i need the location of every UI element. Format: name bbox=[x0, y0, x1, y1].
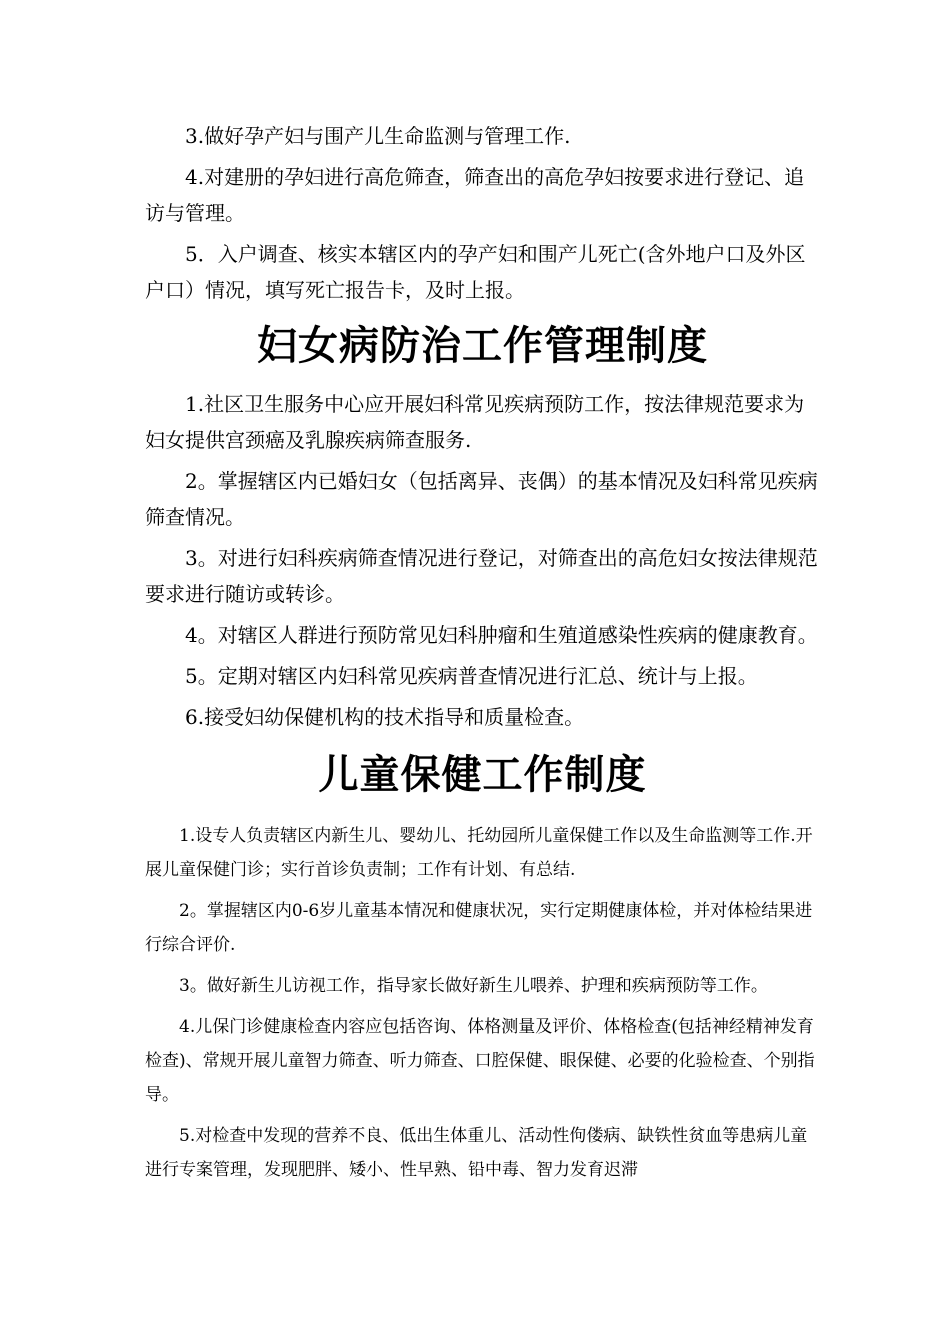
paragraph: 3.做好孕产妇与围产儿生命监测与管理工作. bbox=[185, 124, 571, 148]
paragraph: 4.对建册的孕妇进行高危筛查，筛查出的高危孕妇按要求进行登记、追访与管理。 bbox=[145, 165, 805, 225]
paragraph: 5.对检查中发现的营养不良、低出生体重儿、活动性佝偻病、缺铁性贫血等患病儿童进行专案管理，发现肥胖、矮小、性早熟、铅中毒、智力发育迟滞 bbox=[145, 1126, 808, 1180]
maternal-care-section bbox=[145, 118, 820, 308]
paragraph: 6.接受妇幼保健机构的技术指导和质量检查。 bbox=[185, 705, 585, 729]
section-heading-child-care: 儿童保健工作制度 bbox=[318, 751, 647, 798]
gynecology-section bbox=[145, 386, 820, 735]
paragraph: 5．入户调查、核实本辖区内的孕产妇和围产儿死亡(含外地户口及外区户口）情况，填写死亡报告卡，及时上报。 bbox=[145, 242, 806, 302]
paragraph: 2。掌握辖区内已婚妇女（包括离异、丧偶）的基本情况及妇科常见疾病筛查情况。 bbox=[145, 469, 818, 529]
paragraph: 4。对辖区人群进行预防常见妇科肿瘤和生殖道感染性疾病的健康教育。 bbox=[185, 623, 818, 647]
child-care-section bbox=[145, 819, 820, 1187]
section-heading-gynecology: 妇女病防治工作管理制度 bbox=[257, 322, 708, 369]
paragraph: 4.儿保门诊健康检查内容应包括咨询、体格测量及评价、体格检查(包括神经精神发育检查)、常规开展儿童智力筛查、听力筛查、口腔保健、眼保健、必要的化验检查、个别指导。 bbox=[145, 1017, 815, 1105]
paragraph: 1.设专人负责辖区内新生儿、婴幼儿、托幼园所儿童保健工作以及生命监测等工作.开展儿童保健门诊；实行首诊负责制；工作有计划、有总结. bbox=[145, 826, 813, 880]
paragraph: 2。掌握辖区内0-6岁儿童基本情况和健康状况，实行定期健康体检，并对体检结果进行综合评价. bbox=[145, 901, 813, 955]
paragraph: 5。定期对辖区内妇科常见疾病普查情况进行汇总、统计与上报。 bbox=[185, 664, 758, 688]
paragraph: 3。做好新生儿访视工作，指导家长做好新生儿喂养、护理和疾病预防等工作。 bbox=[179, 976, 768, 996]
paragraph: 1.社区卫生服务中心应开展妇科常见疾病预防工作，按法律规范要求为妇女提供宫颈癌及乳腺疾病筛查服务. bbox=[145, 392, 805, 452]
paragraph: 3。对进行妇科疾病筛查情况进行登记，对筛查出的高危妇女按法律规范要求进行随访或转诊。 bbox=[145, 546, 818, 606]
